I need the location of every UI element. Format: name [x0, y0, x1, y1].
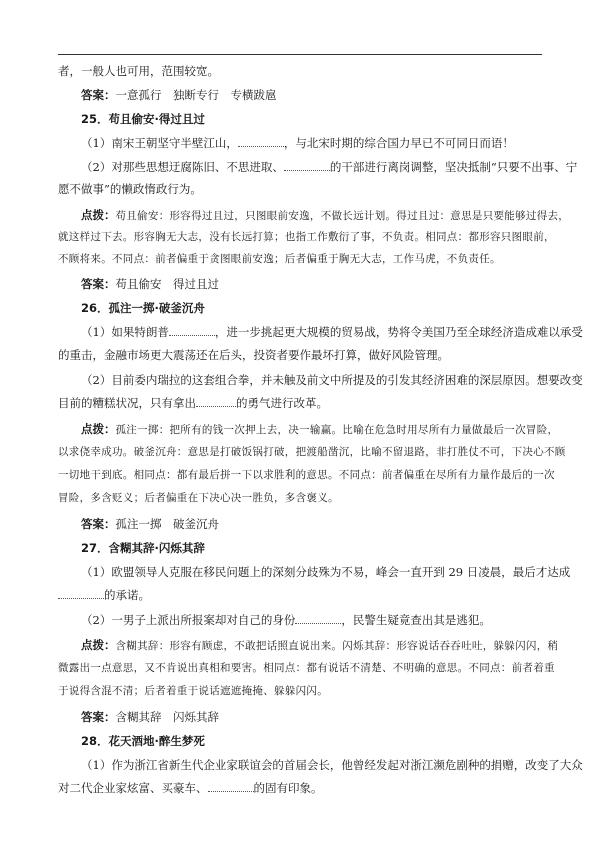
note-26-line: 以求侥幸成功。破釜沉舟：意思是打破饭锅打破，把渡船凿沉，比喻不留退路，非打胜仗不可，下决心不顾: [58, 446, 566, 458]
question-text: 目前的糟糕状况，只有拿出: [58, 396, 196, 410]
question-text: 的勇气进行改革。: [236, 396, 328, 410]
answer-text: 含糊其辞 闪烁其辞: [115, 710, 219, 724]
fill-blank[interactable]: [196, 395, 236, 407]
fill-blank[interactable]: [58, 587, 104, 599]
answer-label: 答案：: [81, 277, 116, 291]
note-text: 苟且偷安：形容得过且过，只图眼前安逸，不做长远计划。得过且过：意思是只要能够过得去，: [115, 210, 570, 222]
note-text: 含糊其辞：形容有顾虑，不敢把话照直说出来。闪烁其辞：形容说话吞吞吐吐，躲躲闪闪，稍: [115, 640, 559, 652]
answer-label: 答案：: [81, 710, 116, 724]
fill-blank[interactable]: [238, 135, 284, 147]
question-text: ，民警生疑竟查出其是逃犯。: [341, 613, 491, 627]
question-28-1: （1）作为浙江省新生代企业家联谊会的首届会长，他曾经发起对浙江濒危剧种的捐赠，改变了大众: [81, 758, 583, 772]
question-text: 的承诺。: [104, 588, 150, 602]
answer-label: 答案：: [81, 88, 116, 102]
paragraph-line: 者，一般人也可用，范围较宽。: [58, 64, 219, 78]
fill-blank[interactable]: [169, 324, 215, 336]
question-text: ，与北宋时期的综合国力早已不可同日而语！: [283, 136, 514, 150]
question-26-1: [58, 324, 583, 340]
note-25: [58, 207, 570, 223]
question-text: ，进一步挑起更大规模的贸易战，势将令美国乃至全球经济造成难以承受: [214, 325, 583, 339]
heading-27: 27．含糊其辞·闪烁其辞: [81, 541, 205, 555]
question-25-1: [58, 135, 542, 151]
heading-28: 28．花天酒地·醉生梦死: [81, 734, 205, 748]
note-label: 点拨：: [81, 638, 116, 652]
note-text: 孤注一掷：把所有的钱一次押上去，决一输赢。比喻在危急时用尽所有力量做最后一次冒险，: [115, 424, 559, 436]
question-26-2: （2）目前委内瑞拉的这套组合拳，并未触及前文中所提及的引发其经济困难的深层原因。想要改变: [81, 373, 583, 387]
note-26-line: 一切地干到底。相同点：都有最后拼一下以求胜利的意思。不同点：前者偏重在尽所有力量作最后的一次: [58, 469, 555, 481]
fill-blank[interactable]: [284, 159, 330, 171]
question-27-1: （1）欧盟领导人克服在移民问题上的深刻分歧殊为不易，峰会一直开到 29 日凌晨，最后才达成: [81, 565, 571, 579]
answer-27: [58, 709, 542, 725]
note-25-line: 就这样过下去。形容胸无大志，没有长远打算；也指工作敷衍了事，不负责。相同点：都形容只图眼前，: [58, 231, 555, 243]
note-label: 点拨：: [81, 422, 116, 436]
answer-24: [58, 87, 542, 103]
note-26: [58, 421, 559, 437]
heading-26: 26．孤注一掷·破釜沉舟: [81, 301, 205, 315]
question-26-2-cont: [58, 395, 542, 411]
note-26-line: 冒险，多含贬义；后者偏重在下决心决一胜负，多含褒义。: [58, 492, 339, 504]
question-28-1-cont: [58, 780, 542, 796]
heading-25: 25．苟且偷安·得过且过: [81, 112, 205, 126]
question-text: （1）如果特朗普: [81, 325, 169, 339]
question-27-1-cont: [58, 587, 542, 603]
note-25-line: 不顾将来。不同点：前者偏重于贪图眼前安逸；后者偏重于胸无大志，工作马虎，不负责任。: [58, 253, 501, 265]
question-text: （2）对那些思想迂腐陈旧、不思进取、: [81, 160, 284, 174]
answer-label: 答案：: [81, 517, 116, 531]
question-text: （2）一男子上派出所报案却对自己的身份: [81, 613, 296, 627]
answer-text: 苟且偷安 得过且过: [115, 277, 219, 291]
question-25-2-cont: 愿不做事”的懒政惰政行为。: [58, 182, 202, 196]
answer-25: [58, 276, 542, 292]
question-text: （1）南宋王朝坚守半壁江山，: [81, 136, 238, 150]
header-rule: [58, 54, 542, 55]
question-26-1-cont: 的重击，金融市场更大震荡还在后头，投资者要作最坏打算，做好风险管理。: [58, 348, 449, 362]
note-label: 点拨：: [81, 208, 116, 222]
fill-blank[interactable]: [208, 780, 254, 792]
question-text: 对二代企业家炫富、买豪车、: [58, 781, 208, 795]
answer-26: [58, 516, 542, 532]
note-27-line: 微露出一点意思，又不肯说出真相和要害。相同点：都有说话不清楚、不明确的意思。不同点：前者着重: [58, 662, 555, 674]
note-27-line: 于说得含混不清；后者着重于说话遮遮掩掩、躲躲闪闪。: [58, 685, 328, 697]
question-text: 的固有印象。: [253, 781, 323, 795]
answer-text: 孤注一掷 破釜沉舟: [115, 517, 219, 531]
note-27: [58, 637, 559, 653]
fill-blank[interactable]: [295, 612, 341, 624]
question-text: 的干部进行离岗调整，坚决抵制“只要不出事、宁: [329, 160, 578, 174]
question-27-2: [58, 612, 542, 628]
answer-text: 一意孤行 独断专行 专横跋扈: [115, 88, 277, 102]
question-25-2: [58, 159, 578, 175]
